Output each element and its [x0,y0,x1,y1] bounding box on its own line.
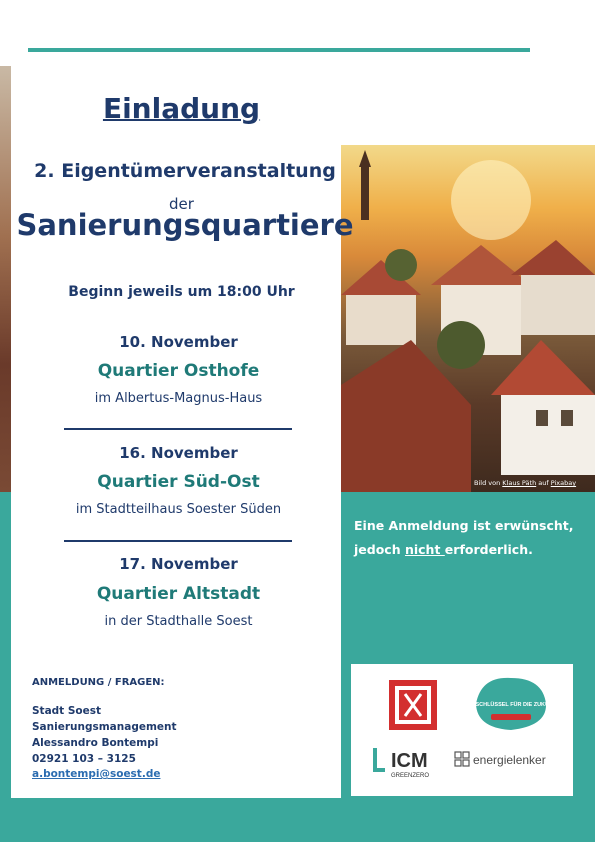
svg-text:energielenker: energielenker [473,753,546,767]
contact-dept: Sanierungsmanagement [32,721,177,733]
headline: Sanierungsquartiere [16,208,354,242]
photo-left-edge [0,66,11,492]
event-2-location: im Stadtteilhaus Soester Süden [75,502,282,517]
event-2-date: 16. November [119,444,238,462]
event-3-date: 17. November [119,555,238,573]
note-line-2: jedoch nicht erforderlich. [354,542,533,557]
top-rule [28,48,530,52]
contact-name: Alessandro Bontempi [32,737,159,749]
svg-text:DER SCHLÜSSEL FÜR DIE ZUKUNFT: DER SCHLÜSSEL FÜR DIE ZUKUNFT [462,702,560,708]
contact-org: Stadt Soest [32,705,102,717]
event-1-quarter: Quartier Osthofe [97,361,260,381]
subtitle-connector: der [169,195,194,213]
icm-greenzero-logo [375,748,429,779]
event-3-location: in der Stadthalle Soest [104,614,253,629]
event-1-date: 10. November [119,333,238,351]
event-1-location: im Albertus-Magnus-Haus [94,391,263,406]
contact-heading: ANMELDUNG / FRAGEN: [32,677,165,688]
svg-text:ICM: ICM [391,750,428,772]
start-time: Beginn jeweils um 18:00 Uhr [68,284,295,300]
page-title: Einladung [102,92,261,125]
partner-logos [351,664,573,796]
svg-text:GREENZERO: GREENZERO [391,773,430,779]
event-3-quarter: Quartier Altstadt [96,584,261,604]
photo-credit: Bild von Klaus Päth auf Pixabay [474,479,577,487]
contact-email-link[interactable]: a.bontempi@soest.de [32,768,161,780]
credit-author-link[interactable]: Klaus Päth [502,479,537,487]
event-2-quarter: Quartier Süd-Ost [97,472,260,492]
zukunft-badge-logo [462,678,560,730]
bottom-strip [0,798,595,842]
event-divider [64,428,292,430]
credit-site-link[interactable]: Pixabay [550,479,577,487]
town-photo [341,145,595,492]
subtitle: 2. Eigentümerveranstaltung [34,160,336,182]
registration-note [354,514,584,562]
event-divider [64,540,292,542]
energielenker-logo [455,752,546,767]
note-line-1: Eine Anmeldung ist erwünscht, [354,518,574,533]
stadt-soest-logo [389,680,437,730]
contact-phone: 02921 103 – 3125 [32,753,136,765]
